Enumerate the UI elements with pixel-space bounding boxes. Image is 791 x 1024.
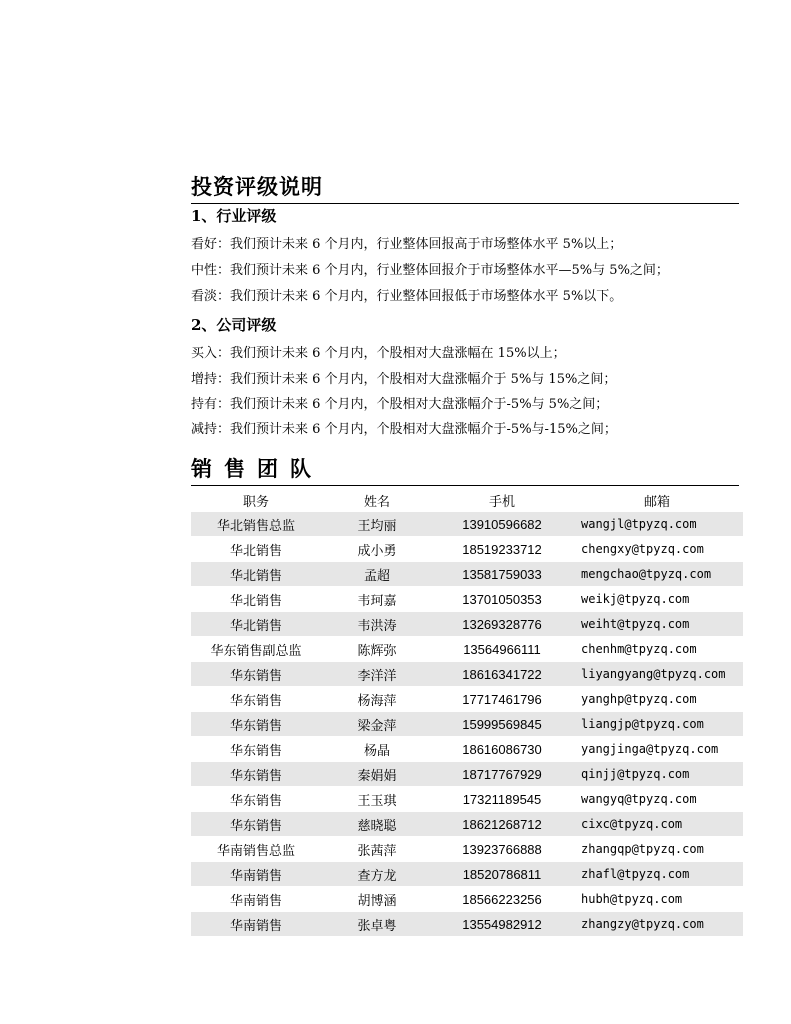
- cell-name: 王玉琪: [321, 787, 433, 812]
- cell-email: hubh@tpyzq.com: [571, 887, 743, 912]
- table-row: [191, 812, 743, 837]
- cell-phone: 17321189545: [433, 787, 571, 812]
- table-row: [191, 737, 743, 762]
- cell-role: 华南销售总监: [191, 837, 321, 862]
- cell-role: 华北销售: [191, 537, 321, 562]
- cell-name: 成小勇: [321, 537, 433, 562]
- table-row: [191, 562, 743, 587]
- rating-title-rule: [191, 203, 739, 204]
- cell-role: 华东销售: [191, 762, 321, 787]
- header-email: 邮箱: [643, 494, 670, 510]
- table-row: [191, 762, 743, 787]
- cell-phone: 13564966111: [433, 637, 571, 662]
- cell-role: 华北销售总监: [191, 512, 321, 537]
- cell-phone: 17717461796: [433, 687, 571, 712]
- table-row: [191, 687, 743, 712]
- cell-phone: 18616341722: [433, 662, 571, 687]
- cell-phone: 18717767929: [433, 762, 571, 787]
- table-row: [191, 612, 743, 637]
- cell-email: yangjinga@tpyzq.com: [571, 737, 743, 762]
- cell-role: 华南销售: [191, 887, 321, 912]
- cell-name: 张茜萍: [321, 837, 433, 862]
- cell-name: 杨海萍: [321, 687, 433, 712]
- cell-phone: 18621268712: [433, 812, 571, 837]
- cell-phone: 13910596682: [433, 512, 571, 537]
- table-row: [191, 787, 743, 812]
- cell-email: mengchao@tpyzq.com: [571, 562, 743, 587]
- cell-role: 华东销售: [191, 687, 321, 712]
- cell-name: 陈辉弥: [321, 637, 433, 662]
- cell-name: 查方龙: [321, 862, 433, 887]
- table-row: [191, 887, 743, 912]
- cell-name: 张卓粤: [321, 912, 433, 937]
- cell-role: 华东销售副总监: [191, 637, 321, 662]
- cell-email: wangjl@tpyzq.com: [571, 512, 743, 537]
- cell-email: zhangzy@tpyzq.com: [571, 912, 743, 937]
- cell-name: 韦珂嘉: [321, 587, 433, 612]
- table-row: [191, 712, 743, 737]
- cell-email: qinjj@tpyzq.com: [571, 762, 743, 787]
- cell-phone: 15999569845: [433, 712, 571, 737]
- table-row: [191, 837, 743, 862]
- table-row: [191, 862, 743, 887]
- company-rating-line: 增持：我们预计未来 6 个月内，个股相对大盘涨幅介于 5%与 15%之间；: [191, 372, 617, 387]
- company-rating-line: 买入：我们预计未来 6 个月内，个股相对大盘涨幅在 15%以上；: [191, 346, 566, 361]
- cell-phone: 18616086730: [433, 737, 571, 762]
- company-rating-line: 减持：我们预计未来 6 个月内，个股相对大盘涨幅介于-5%与-15%之间；: [191, 422, 617, 437]
- header-role: 职务: [242, 494, 269, 510]
- cell-name: 胡博涵: [321, 887, 433, 912]
- cell-phone: 13923766888: [433, 837, 571, 862]
- cell-role: 华南销售: [191, 862, 321, 887]
- cell-name: 孟超: [321, 562, 433, 587]
- cell-phone: 13269328776: [433, 612, 571, 637]
- sales-team-table-container: [191, 488, 743, 937]
- industry-rating-line: 看好：我们预计未来 6 个月内，行业整体回报高于市场整体水平 5%以上；: [191, 237, 623, 252]
- table-row: [191, 637, 743, 662]
- cell-email: wangyq@tpyzq.com: [571, 787, 743, 812]
- cell-email: weiht@tpyzq.com: [571, 612, 743, 637]
- cell-phone: 13554982912: [433, 912, 571, 937]
- cell-phone: 13581759033: [433, 562, 571, 587]
- cell-role: 华东销售: [191, 812, 321, 837]
- table-row: [191, 512, 743, 537]
- company-rating-line: 持有：我们预计未来 6 个月内，个股相对大盘涨幅介于-5%与 5%之间；: [191, 397, 609, 412]
- cell-role: 华东销售: [191, 662, 321, 687]
- cell-name: 梁金萍: [321, 712, 433, 737]
- cell-email: chengxy@tpyzq.com: [571, 537, 743, 562]
- cell-email: chenhm@tpyzq.com: [571, 637, 743, 662]
- cell-email: liangjp@tpyzq.com: [571, 712, 743, 737]
- cell-phone: 18519233712: [433, 537, 571, 562]
- cell-email: zhangqp@tpyzq.com: [571, 837, 743, 862]
- table-row: [191, 587, 743, 612]
- company-rating-heading: 2、公司评级: [191, 316, 277, 334]
- cell-role: 华北销售: [191, 612, 321, 637]
- industry-rating-line: 看淡：我们预计未来 6 个月内，行业整体回报低于市场整体水平 5%以下。: [191, 289, 623, 304]
- sales-team-title: 销售团队: [191, 456, 323, 481]
- industry-rating-heading: 1、行业评级: [191, 207, 277, 225]
- cell-role: 华南销售: [191, 912, 321, 937]
- cell-name: 秦娟娟: [321, 762, 433, 787]
- header-phone: 手机: [488, 494, 515, 510]
- sales-team-table: [191, 488, 743, 937]
- cell-email: liyangyang@tpyzq.com: [571, 662, 743, 687]
- cell-email: yanghp@tpyzq.com: [571, 687, 743, 712]
- cell-phone: 13701050353: [433, 587, 571, 612]
- table-row: [191, 912, 743, 937]
- cell-name: 李洋洋: [321, 662, 433, 687]
- industry-rating-line: 中性：我们预计未来 6 个月内，行业整体回报介于市场整体水平—5%与 5%之间；: [191, 263, 669, 278]
- cell-name: 韦洪涛: [321, 612, 433, 637]
- table-header-row: [191, 488, 743, 512]
- cell-email: zhafl@tpyzq.com: [571, 862, 743, 887]
- cell-role: 华北销售: [191, 587, 321, 612]
- cell-phone: 18566223256: [433, 887, 571, 912]
- cell-role: 华东销售: [191, 712, 321, 737]
- cell-role: 华东销售: [191, 787, 321, 812]
- cell-role: 华东销售: [191, 737, 321, 762]
- cell-email: cixc@tpyzq.com: [571, 812, 743, 837]
- cell-role: 华北销售: [191, 562, 321, 587]
- cell-phone: 18520786811: [433, 862, 571, 887]
- header-name: 姓名: [363, 494, 390, 510]
- table-row: [191, 662, 743, 687]
- cell-email: weikj@tpyzq.com: [571, 587, 743, 612]
- cell-name: 杨晶: [321, 737, 433, 762]
- cell-name: 慈晓聪: [321, 812, 433, 837]
- sales-team-title-rule: [191, 485, 739, 486]
- table-row: [191, 537, 743, 562]
- rating-section-title: 投资评级说明: [191, 174, 323, 199]
- cell-name: 王均丽: [321, 512, 433, 537]
